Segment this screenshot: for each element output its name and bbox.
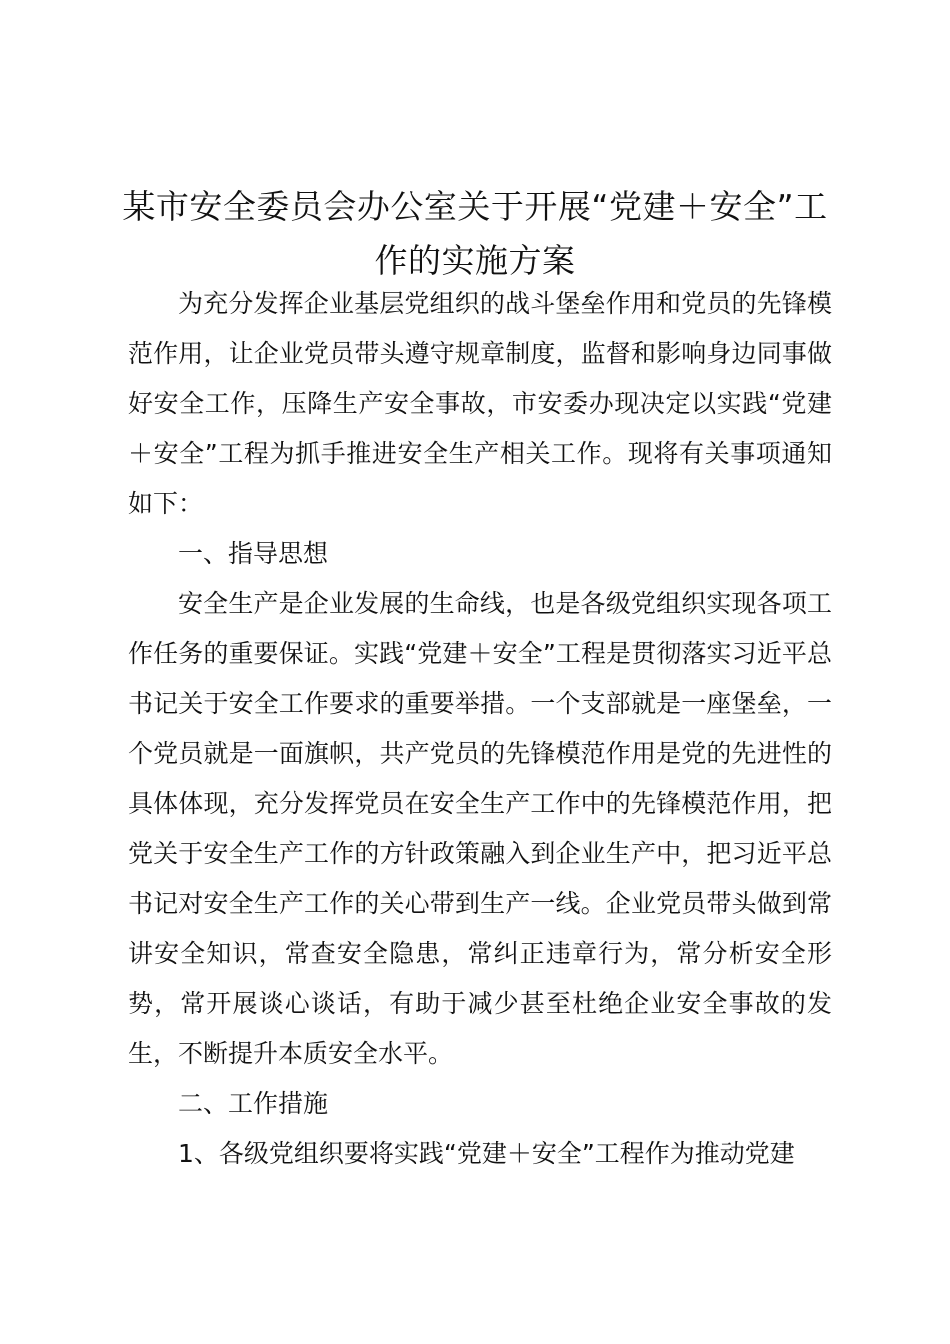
guiding-ideology-paragraph: 安全生产是企业发展的生命线，也是各级党组织实现各项工作任务的重要保证。实践“党建＋安全”工程是贯彻落实习近平总书记关于安全工作要求的重要举措。一个支部就是一座堡垒，一个党员就是一面旗帜，共产党员的先锋模范作用是党的先进性的具体体现，充分发挥党员在安全生产工作中的先锋模范作用，把党关于安全生产工作的方针政策融入到企业生产中，把习近平总书记对安全生产工作的关心带到生产一线。企业党员带头做到常讲安全知识，常查安全隐患，常纠正违章行为，常分析安全形势，常开展谈心谈话，有助于减少甚至杜绝企业安全事故的发生，不断提升本质安全水平。 [128, 589, 832, 1068]
section-heading-work-measures: 二、工作措施 [178, 1089, 329, 1118]
document-body [128, 279, 832, 1179]
section-heading-guiding-ideology: 一、指导思想 [178, 539, 329, 568]
work-measures-paragraph-1: 1、各级党组织要将实践“党建＋安全”工程作为推动党建 [178, 1139, 795, 1168]
intro-paragraph: 为充分发挥企业基层党组织的战斗堡垒作用和党员的先锋模范作用，让企业党员带头遵守规章制度，监督和影响身边同事做好安全工作，压降生产安全事故，市安委办现决定以实践“党建＋安全”工程为抓手推进安全生产相关工作。现将有关事项通知如下： [128, 289, 832, 518]
document-title: 某市安全委员会办公室关于开展“党建＋安全”工作的实施方案 [122, 187, 828, 280]
